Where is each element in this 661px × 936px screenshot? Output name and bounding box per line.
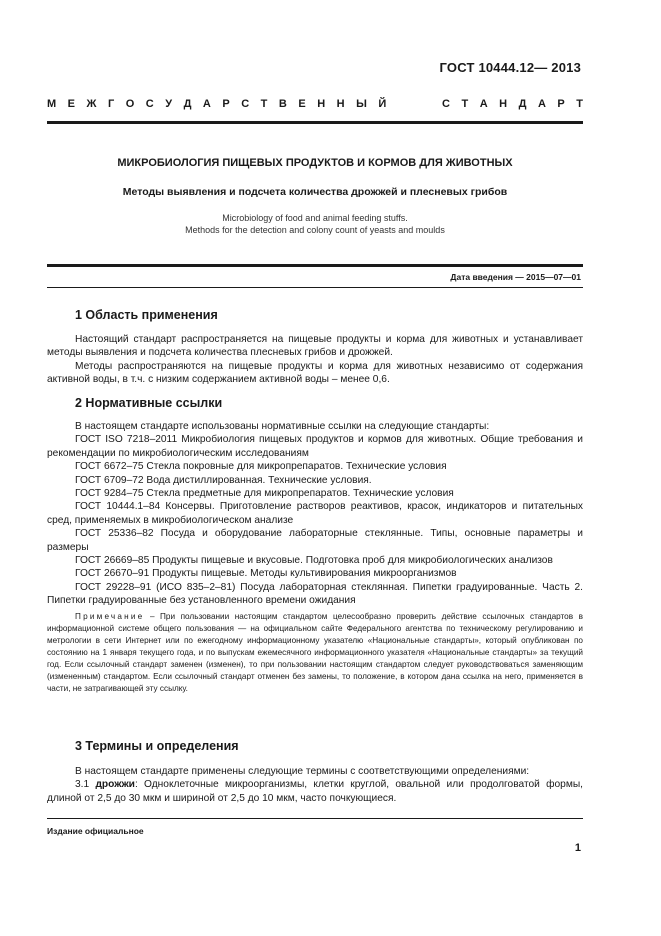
banner-letter: Г [107, 98, 115, 110]
section-2-heading: 2 Нормативные ссылки [75, 396, 223, 410]
reference-item: ГОСТ ISO 7218–2011 Микробиология пищевых продуктов и кормов для животных. Общие требования и рекомендации по микробиологическим исследованиям [47, 434, 583, 459]
footer-rule [47, 818, 583, 819]
reference-item: ГОСТ 6672–75 Стекла покровные для микропрепаратов. Технические условия [75, 461, 447, 473]
header-rule [47, 121, 583, 124]
banner-letter: С [241, 98, 250, 110]
reference-item: ГОСТ 9284–75 Стекла предметные для микропрепаратов. Технические условия [75, 488, 454, 500]
term-text: : Одноклеточные микроорганизмы, клетки круглой, овальной или продолговатой формы, длиной от 2,5 до 30 мкм и шириной от 2,5 до 10 мкм, часто почкующиеся. [47, 779, 583, 804]
section-2-intro: В настоящем стандарте использованы нормативные ссылки на следующие стандарты: [75, 421, 490, 432]
section-2-body [47, 420, 583, 695]
banner-letter: Е [298, 98, 306, 110]
banner-letter: С [442, 98, 450, 110]
banner-letter: Й [378, 98, 387, 110]
title-rule [47, 264, 583, 267]
banner-letter: Н [317, 98, 326, 110]
date-rule [47, 287, 583, 288]
document-title: МИКРОБИОЛОГИЯ ПИЩЕВЫХ ПРОДУКТОВ И КОРМОВ ДЛЯ ЖИВОТНЫХ [117, 157, 513, 169]
reference-item: ГОСТ 29228–91 (ИСО 835–2–81) Посуда лабораторная стеклянная. Пипетки градуированные. Часть 2. Пипетки градуированные без установленного времени ожидания [47, 581, 583, 607]
banner-letter: В [278, 98, 287, 110]
banner-letter: Т [576, 98, 583, 110]
banner-letter: У [165, 98, 173, 110]
reference-item: ГОСТ 25336–82 Посуда и оборудование лабораторные стеклянные. Типы, основные параметры и размеры [47, 528, 583, 553]
english-title [47, 212, 583, 236]
banner-letter: Р [557, 98, 565, 110]
banner-letter: А [202, 98, 211, 110]
interstate-word-left [47, 98, 386, 110]
section-1-paragraph-2: Методы распространяются на пищевые продукты и корма для животных независимо от содержания активной воды, в т.ч. с низким содержанием активной воды – менее 0,6. [47, 360, 583, 386]
english-title-line-1: Microbiology of food and animal feeding stuffs. [222, 213, 408, 223]
section-3-heading: 3 Термины и определения [75, 739, 239, 753]
banner-letter: М [47, 98, 57, 110]
banner-letter: Т [461, 98, 469, 110]
document-subtitle: Методы выявления и подсчета количества дрожжей и плесневых грибов [122, 186, 508, 198]
introduction-date: Дата введения — 2015—07—01 [450, 272, 581, 282]
banner-letter: О [125, 98, 135, 110]
banner-letter: Ы [356, 98, 367, 110]
banner-letter: Р [222, 98, 230, 110]
banner-letter: Ж [86, 98, 97, 110]
term-definition [47, 778, 583, 805]
term-word: дрожжи [95, 779, 135, 791]
banner-letter: С [145, 98, 154, 110]
banner-letter: Н [499, 98, 508, 110]
section-1-body [47, 333, 583, 387]
banner-letter: А [537, 98, 546, 110]
banner-letter: Д [183, 98, 192, 110]
banner-letter: Д [518, 98, 527, 110]
section-3-body [47, 765, 583, 805]
reference-item: ГОСТ 26670–91 Продукты пищевые. Методы культивирования микроорганизмов [75, 568, 457, 580]
interstate-word-right [442, 98, 583, 110]
note-label: Примечание [75, 611, 145, 621]
banner-letter: А [479, 98, 488, 110]
reference-item: ГОСТ 6709–72 Вода дистиллированная. Технические условия. [75, 474, 372, 486]
note-text: – При пользовании настоящим стандартом целесообразно проверить действие ссылочных стандартов в информационной системе общего пользования — на официальном сайте Федерального агентства по техническому регулированию и метрологии в сети Интернет или по ежегодному информационному указателю «Национальные стандарты», который опубликован по состоянию на 1 января текущего года, и по выпускам ежемесячного информационного указателя «Национальные стандарты» за текущий год. Если ссылочный стандарт заменен (изменен), то при пользовании настоящим стандартом следует руководствоваться заменяющим (измененным) стандартом. Если ссылочный стандарт отменен без замены, то положение, в котором дана ссылка на него, применяется в части, не затрагивающей эту ссылку. [47, 611, 583, 694]
reference-item: ГОСТ 26669–85 Продукты пищевые и вкусовые. Подготовка проб для микробиологических анализов [75, 555, 553, 567]
banner-letter: Т [260, 98, 268, 110]
section-2-note [47, 611, 583, 696]
banner-letter: Е [67, 98, 76, 110]
page-number: 1 [574, 842, 581, 854]
term-number: 3.1 [75, 779, 96, 791]
banner-letter: Н [336, 98, 345, 110]
document-code: ГОСТ 10444.12— 2013 [439, 60, 581, 75]
edition-label: Издание официальное [47, 826, 144, 836]
section-3-intro: В настоящем стандарте применены следующие термины с соответствующими определениями: [75, 766, 530, 777]
section-1-paragraph-1: Настоящий стандарт распространяется на пищевые продукты и корма для животных и устанавливает методы выявления и подсчета количества плесневых грибов и дрожжей. [47, 334, 583, 359]
interstate-standard-banner [47, 98, 583, 110]
english-title-line-2: Methods for the detection and colony count of yeasts and moulds [185, 225, 445, 235]
section-1-heading: 1 Область применения [75, 308, 218, 322]
reference-item: ГОСТ 10444.1–84 Консервы. Приготовление растворов реактивов, красок, индикаторов и питательных сред, применяемых в микробиологическом анализе [47, 501, 583, 526]
